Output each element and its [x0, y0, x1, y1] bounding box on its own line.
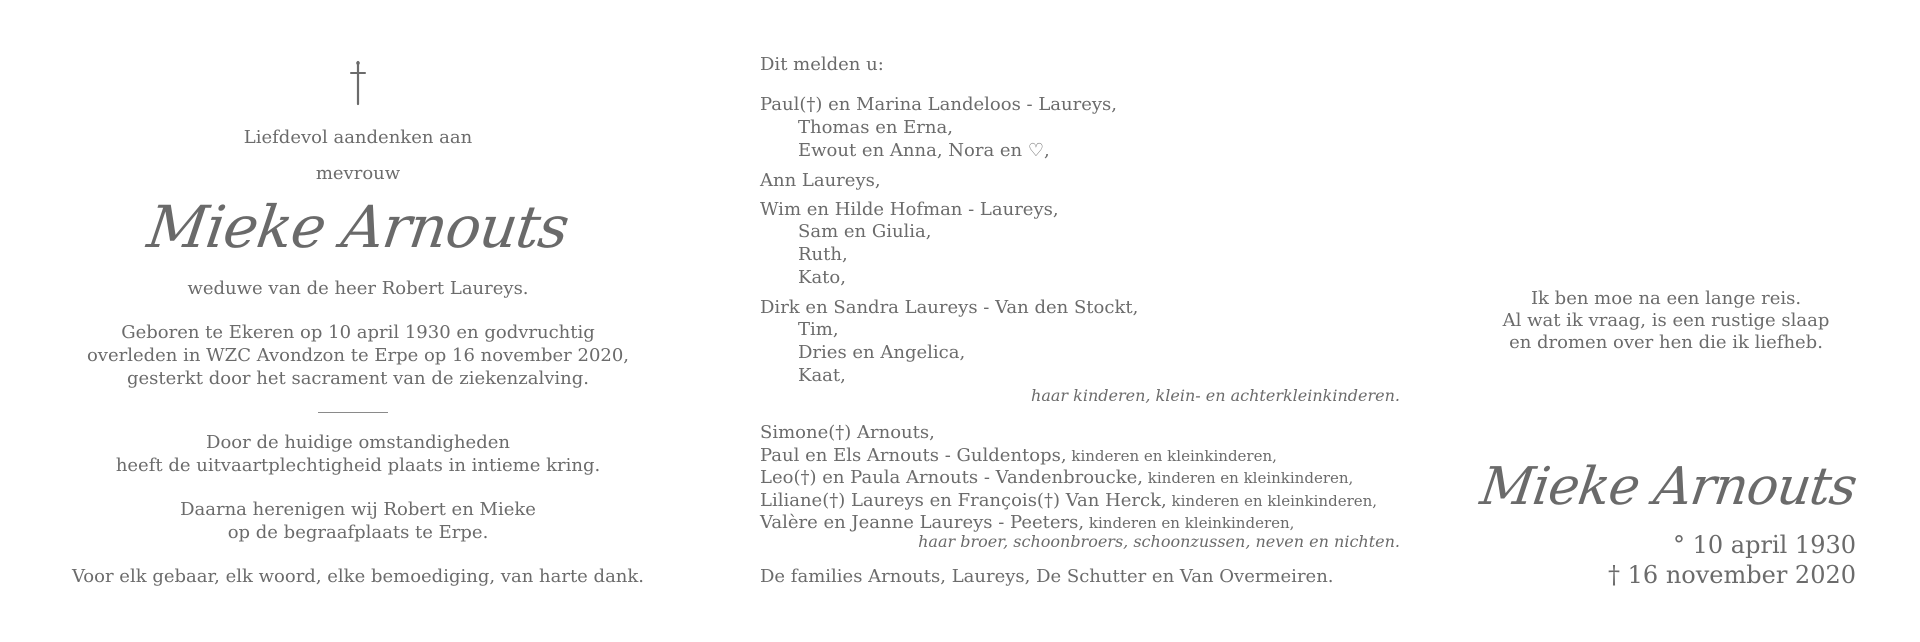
family3-line-2: Sam en Giulia,	[798, 221, 932, 242]
children-note: haar kinderen, klein- en achterkleinkinderen.	[1031, 386, 1400, 405]
intro-text: Dit melden u:	[760, 54, 884, 75]
families-text: De families Arnouts, Laureys, De Schutter en Van Overmeiren.	[760, 566, 1334, 587]
deceased-name-right: Mieke Arnouts	[1477, 457, 1861, 517]
sibling-line-2: Paul en Els Arnouts - Guldentops, kinderen en kleinkinderen,	[760, 445, 1277, 466]
death-date: † 16 november 2020	[1608, 561, 1856, 589]
thanks-text: Voor elk gebaar, elk woord, elke bemoediging, van harte dank.	[71, 566, 645, 587]
sibling-line-4: Liliane(†) Laureys en François(†) Van Herck, kinderen en kleinkinderen,	[760, 490, 1378, 511]
circumstance-line-2: heeft de uitvaartplechtigheid plaats in intieme kring.	[115, 455, 601, 476]
born-line-3: gesterkt door het sacrament van de ziekenzalving.	[126, 368, 590, 389]
sibling-line-3: Leo(†) en Paula Arnouts - Vandenbroucke, kinderen en kleinkinderen,	[760, 467, 1354, 488]
family3-line-3: Ruth,	[798, 244, 848, 265]
family1-line-2: Thomas en Erna,	[798, 117, 953, 138]
siblings-note: haar broer, schoonbroers, schoonzussen, neven en nichten.	[918, 532, 1400, 551]
family1-line-1: Paul(†) en Marina Landeloos - Laureys,	[760, 94, 1117, 115]
family2-line: Ann Laureys,	[760, 170, 881, 191]
family1-line-3: Ewout en Anna, Nora en ♡,	[798, 140, 1050, 161]
poem-line-2: Al wat ik vraag, is een rustige slaap	[1502, 310, 1830, 331]
remembrance-text: Liefdevol aandenken aan	[243, 127, 473, 148]
divider	[318, 412, 388, 413]
family3-line-1: Wim en Hilde Hofman - Laureys,	[760, 199, 1059, 220]
sibling-line-5: Valère en Jeanne Laureys - Peeters, kinderen en kleinkinderen,	[760, 512, 1295, 533]
reunite-line-2: op de begraafplaats te Erpe.	[227, 522, 489, 543]
birth-date: ° 10 april 1930	[1673, 531, 1856, 559]
born-line-1: Geboren te Ekeren op 10 april 1930 en godvruchtig	[121, 322, 595, 343]
widow-text: weduwe van de heer Robert Laureys.	[187, 278, 529, 299]
circumstance-line-1: Door de huidige omstandigheden	[206, 432, 510, 453]
born-line-2: overleden in WZC Avondzon te Erpe op 16 november 2020,	[86, 345, 630, 366]
cross-icon	[350, 60, 366, 106]
reunite-line-1: Daarna herenigen wij Robert en Mieke	[180, 499, 536, 520]
family4-line-4: Kaat,	[798, 365, 846, 386]
family3-line-4: Kato,	[798, 267, 846, 288]
family4-line-3: Dries en Angelica,	[798, 342, 966, 363]
title-text: mevrouw	[315, 163, 401, 184]
deceased-name: Mieke Arnouts	[143, 193, 573, 261]
sibling-line-1: Simone(†) Arnouts,	[760, 422, 935, 443]
family4-line-1: Dirk en Sandra Laureys - Van den Stockt,	[760, 297, 1139, 318]
poem-line-1: Ik ben moe na een lange reis.	[1530, 288, 1802, 309]
poem-line-3: en dromen over hen die ik liefheb.	[1509, 332, 1823, 353]
family4-line-2: Tim,	[798, 319, 839, 340]
